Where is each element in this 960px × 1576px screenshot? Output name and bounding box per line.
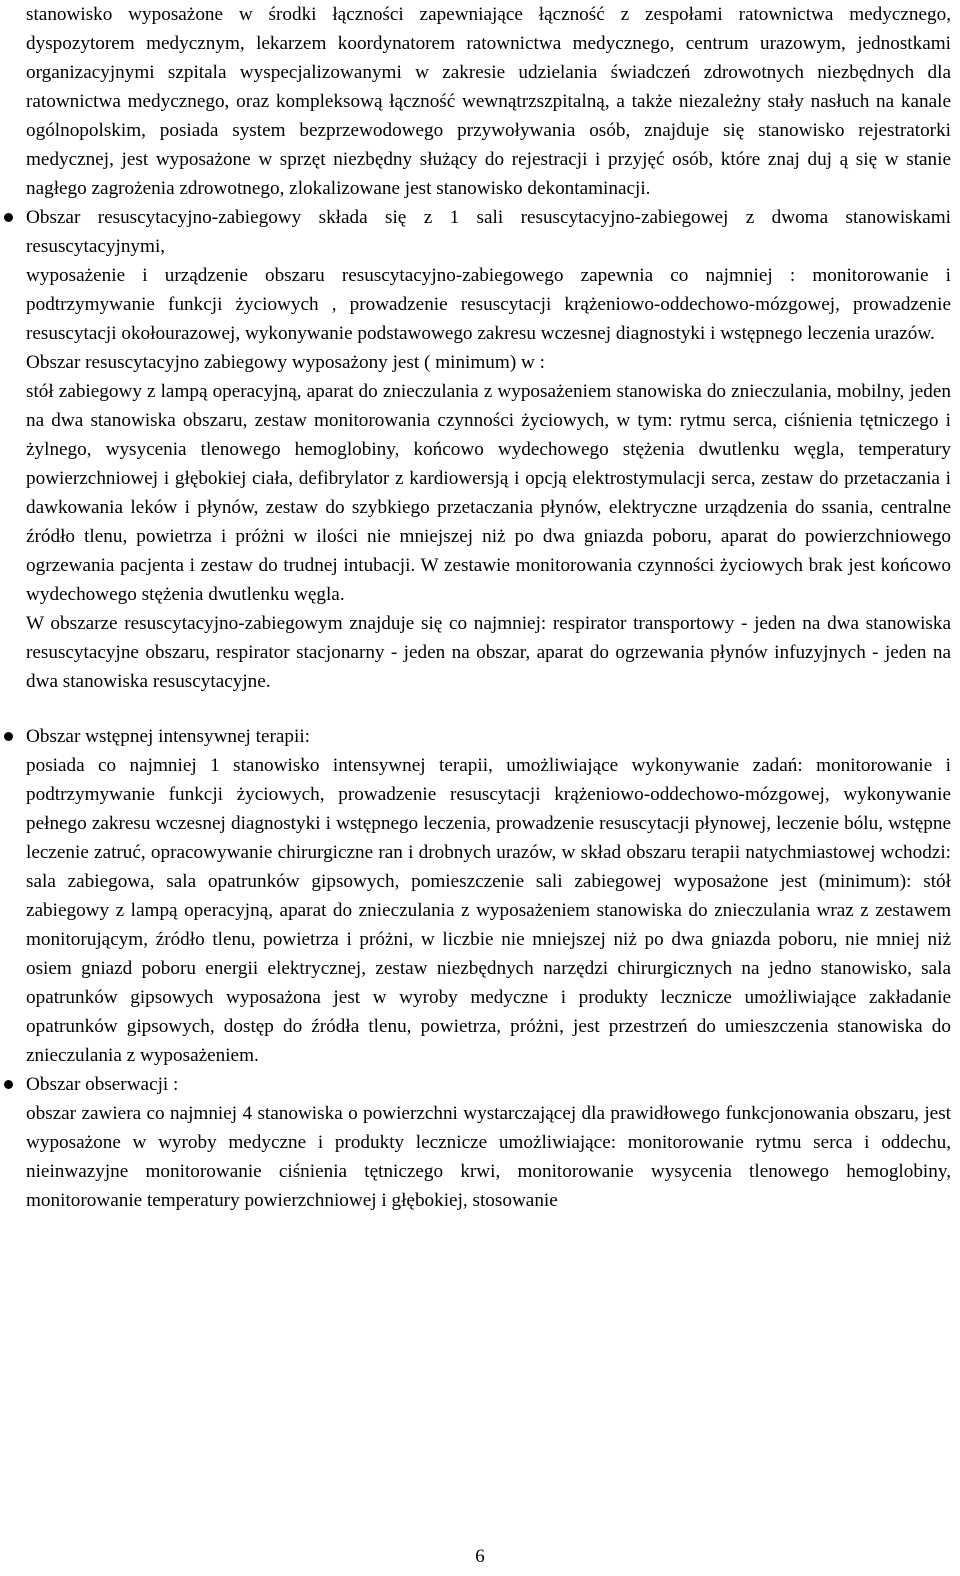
document-page: [26, 0, 951, 1215]
section1-line-4: stół zabiegowy z lampą operacyjną, aparat do znieczulania z wyposażeniem stanowiska do znieczulania, mobilny, jeden na dwa stanowiska obszaru, zestaw monitorowania czynności życiowych, w tym: rytmu serca, ciśnienia tętniczego i żylnego, wysycenia tlenowego hemoglobiny, końcowo wydechowego stężenia dwutlenku węgla, temperatury powierzchniowej i głębokiej ciała, defibrylator z kardiowersją i opcją elektrostymulacji serca, zestaw do przetaczania i dawkowania leków i płynów, zestaw do szybkiego przetaczania płynów, elektryczne urządzenia do ssania, centralne źródło tlenu, powietrza i próżni w ilości nie mniejszej niż po dwa gniazda poboru, aparat do powierzchniowego ogrzewania pacjenta i zestaw do trudnej intubacji. W zestawie monitorowania czynności życiowych brak jest końcowo wydechowego stężenia dwutlenku węgla.: [26, 381, 951, 605]
bullet-icon: [4, 1080, 13, 1089]
section-intensive-therapy-area: [26, 722, 951, 1070]
section-observation-area: [26, 1070, 951, 1215]
bullet-icon: [4, 732, 13, 741]
section3-heading: Obszar obserwacji :: [26, 1074, 179, 1095]
section1-line-1: Obszar resuscytacyjno-zabiegowy składa się z 1 sali resuscytacyjno-zabiegowej z dwoma stanowiskami resuscytacyjnymi,: [26, 207, 951, 257]
intro-paragraph: stanowisko wyposażone w środki łączności zapewniające łączność z zespołami ratownictwa medycznego, dyspozytorem medycznym, lekarzem koordynatorem ratownictwa medycznego, centrum urazowym, jednostkami organizacyjnymi szpitala wyspecjalizowanymi w zakresie udzielania świadczeń zdrowotnych niezbędnych dla ratownictwa medycznego, oraz kompleksową łączność wewnątrzszpitalną, a także niezależny stały nasłuch na kanale ogólnopolskim, posiada system bezprzewodowego przywoływania osób, znajduje się stanowisko rejestratorki medycznej, jest wyposażone w sprzęt niezbędny służący do rejestracji i przyjęć osób, które znaj duj ą się w stanie nagłego zagrożenia zdrowotnego, zlokalizowane jest stanowisko dekontaminacji.: [26, 4, 951, 199]
section1-line-5: W obszarze resuscytacyjno-zabiegowym znajduje się co najmniej: respirator transportowy - jeden na dwa stanowiska resuscytacyjne obszaru, respirator stacjonarny - jeden na obszar, aparat do ogrzewania płynów infuzyjnych - jeden na dwa stanowiska resuscytacyjne.: [26, 613, 951, 692]
section2-heading: Obszar wstępnej intensywnej terapii:: [26, 726, 310, 747]
section1-line-2: wyposażenie i urządzenie obszaru resuscytacyjno-zabiegowego zapewnia co najmniej : monitorowanie i podtrzymywanie funkcji życiowych , prowadzenie resuscytacji krążeniowo-oddechowo-mózgowej, prowadzenie resuscytacji okołourazowej, wykonywanie podstawowego zakresu wczesnej diagnostyki i wstępnego leczenia urazów.: [26, 265, 951, 344]
spacer: [26, 696, 951, 722]
section-resuscitation-area: [26, 203, 951, 696]
bullet-icon: [4, 213, 13, 222]
page-number: 6: [475, 1546, 485, 1567]
section2-body: posiada co najmniej 1 stanowisko intensywnej terapii, umożliwiające wykonywanie zadań: monitorowanie i podtrzymywanie funkcji życiowych, prowadzenie resuscytacji krążeniowo-oddechowo-mózgowej, wykonywanie pełnego zakresu wczesnej diagnostyki i wstępnego leczenia, prowadzenie resuscytacji płynowej, leczenie bólu, wstępne leczenie zatruć, opracowywanie chirurgiczne ran i drobnych urazów, w skład obszaru terapii natychmiastowej wchodzi: sala zabiegowa, sala opatrunków gipsowych, pomieszczenie sali zabiegowej wyposażone jest (minimum): stół zabiegowy z lampą operacyjną, aparat do znieczulania z wyposażeniem stanowiska do znieczulania wraz z zestawem monitorującym, źródło tlenu, powietrza i próżni, w liczbie nie mniejszej niż po dwa gniazda poboru, nie mniej niż osiem gniazd poboru energii elektrycznej, zestaw niezbędnych narzędzi chirurgicznych na jedno stanowisko, sala opatrunków gipsowych wyposażona jest w wyroby medyczne i produkty lecznicze umożliwiające zakładanie opatrunków gipsowych, dostęp do źródła tlenu, powietrza, próżni, jest przestrzeń do umieszczenia stanowiska do znieczulania z wyposażeniem.: [26, 755, 951, 1066]
section3-body: obszar zawiera co najmniej 4 stanowiska o powierzchni wystarczającej dla prawidłowego funkcjonowania obszaru, jest wyposażone w wyroby medyczne i produkty lecznicze umożliwiające: monitorowanie rytmu serca i oddechu, nieinwazyjne monitorowanie ciśnienia tętniczego krwi, monitorowanie wysycenia tlenowego hemoglobiny, monitorowanie temperatury powierzchniowej i głębokiej, stosowanie: [26, 1103, 951, 1211]
section1-line-3: Obszar resuscytacyjno zabiegowy wyposażony jest ( minimum) w :: [26, 352, 545, 373]
